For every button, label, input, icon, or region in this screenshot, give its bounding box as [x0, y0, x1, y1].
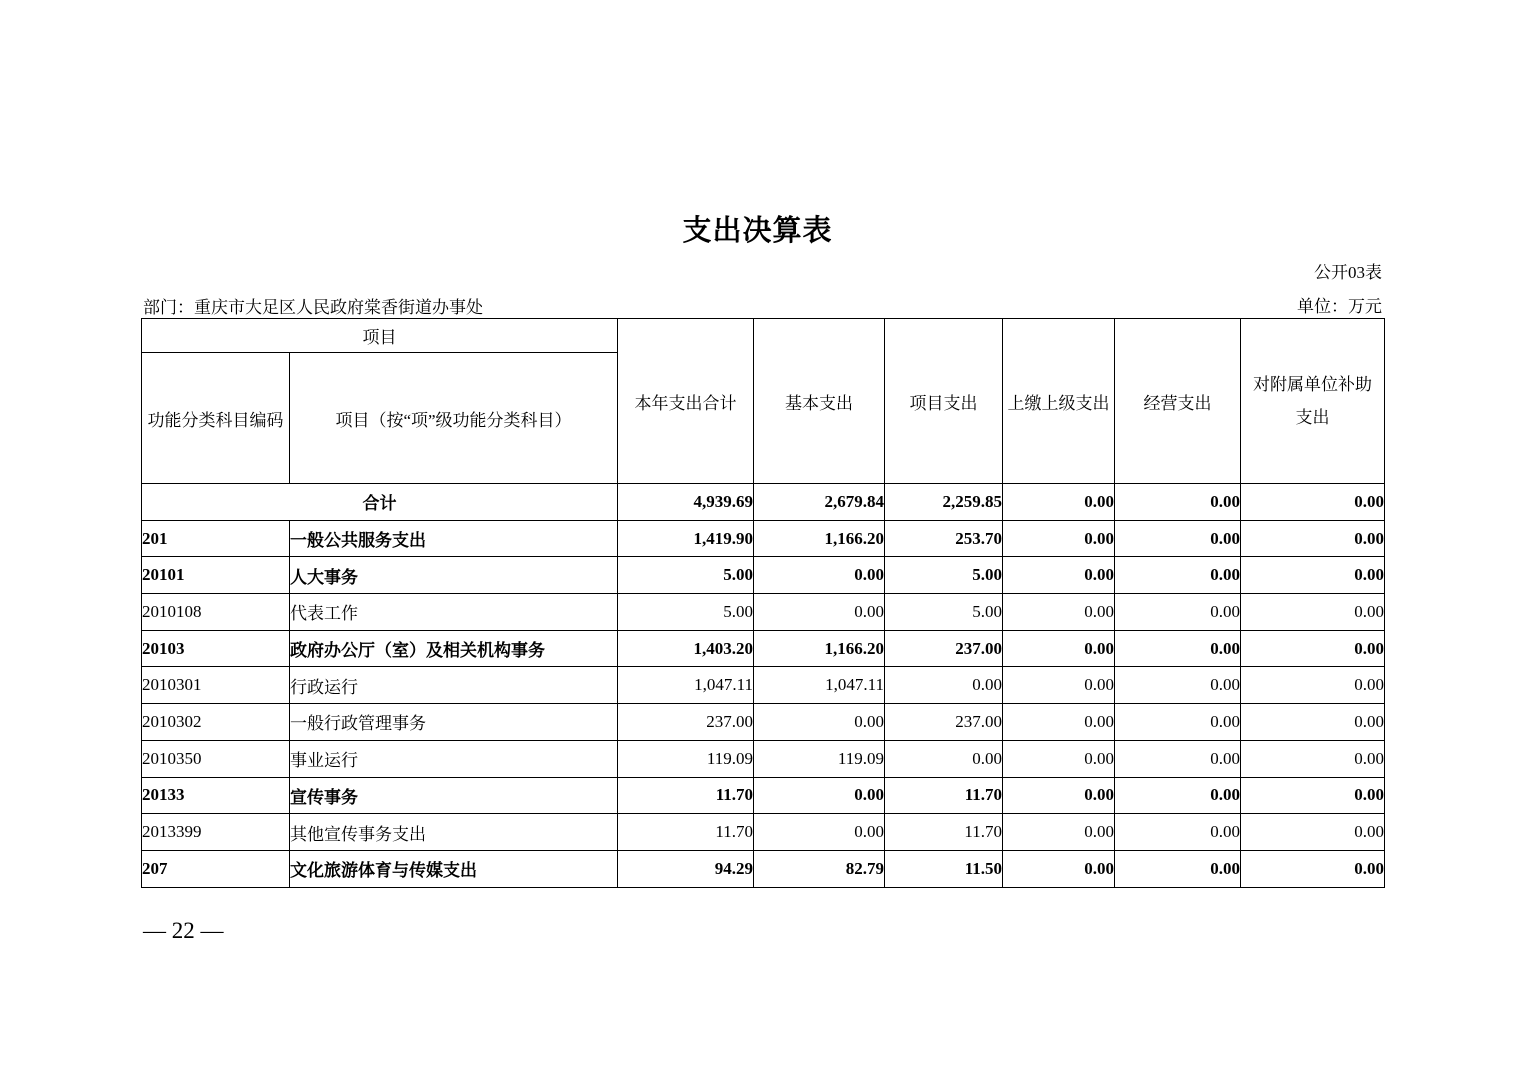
table-row: [142, 520, 1385, 557]
total-cell-upper: 0.00: [1003, 484, 1115, 521]
cell-subsidy: 0.00: [1241, 704, 1385, 741]
cell-basic: 0.00: [754, 557, 885, 594]
cell-upper: 0.00: [1003, 594, 1115, 631]
cell-code: 20133: [142, 777, 290, 814]
cell-upper: 0.00: [1003, 777, 1115, 814]
cell-project: 237.00: [885, 630, 1003, 667]
cell-basic: 0.00: [754, 704, 885, 741]
cell-code: 2010302: [142, 704, 290, 741]
cell-business: 0.00: [1115, 814, 1241, 851]
cell-business: 0.00: [1115, 850, 1241, 887]
cell-project: 5.00: [885, 557, 1003, 594]
cell-business: 0.00: [1115, 704, 1241, 741]
total-label: 合计: [142, 484, 618, 521]
header-subsidy: 对附属单位补助支出: [1241, 319, 1385, 484]
department-label: 部门：重庆市大足区人民政府棠香街道办事处: [143, 298, 483, 317]
cell-subsidy: 0.00: [1241, 594, 1385, 631]
cell-name: 一般行政管理事务: [290, 704, 618, 741]
cell-subsidy: 0.00: [1241, 740, 1385, 777]
unit-label: 单位：万元: [1297, 297, 1382, 316]
header-upper: 上缴上级支出: [1003, 319, 1115, 484]
cell-code: 20101: [142, 557, 290, 594]
cell-subsidy: 0.00: [1241, 814, 1385, 851]
cell-code: 201: [142, 520, 290, 557]
table-row: [142, 667, 1385, 704]
cell-basic: 0.00: [754, 594, 885, 631]
cell-name: 宣传事务: [290, 777, 618, 814]
cell-total: 5.00: [618, 557, 754, 594]
table-row: [142, 704, 1385, 741]
cell-code: 2010301: [142, 667, 290, 704]
page-number: — 22 —: [143, 918, 224, 943]
cell-business: 0.00: [1115, 594, 1241, 631]
cell-upper: 0.00: [1003, 740, 1115, 777]
cell-upper: 0.00: [1003, 850, 1115, 887]
table-row: [142, 850, 1385, 887]
cell-total: 11.70: [618, 814, 754, 851]
cell-name: 政府办公厅（室）及相关机构事务: [290, 630, 618, 667]
cell-basic: 1,047.11: [754, 667, 885, 704]
expenditure-table: [141, 318, 1385, 888]
cell-name: 文化旅游体育与传媒支出: [290, 850, 618, 887]
cell-upper: 0.00: [1003, 520, 1115, 557]
total-cell-business: 0.00: [1115, 484, 1241, 521]
table-row: [142, 557, 1385, 594]
cell-basic: 1,166.20: [754, 520, 885, 557]
cell-total: 94.29: [618, 850, 754, 887]
table-row: [142, 740, 1385, 777]
total-cell-project: 2,259.85: [885, 484, 1003, 521]
cell-subsidy: 0.00: [1241, 850, 1385, 887]
cell-code: 2010108: [142, 594, 290, 631]
header-project-group: 项目: [142, 319, 618, 353]
header-name: 项目（按“项”级功能分类科目）: [290, 353, 618, 484]
cell-code: 20103: [142, 630, 290, 667]
cell-upper: 0.00: [1003, 814, 1115, 851]
table-row: [142, 630, 1385, 667]
header-project: 项目支出: [885, 319, 1003, 484]
cell-subsidy: 0.00: [1241, 520, 1385, 557]
cell-subsidy: 0.00: [1241, 667, 1385, 704]
total-cell-subsidy: 0.00: [1241, 484, 1385, 521]
page-title: 支出决算表: [682, 215, 833, 247]
cell-total: 119.09: [618, 740, 754, 777]
header-code: 功能分类科目编码: [142, 353, 290, 484]
cell-name: 代表工作: [290, 594, 618, 631]
cell-project: 11.50: [885, 850, 1003, 887]
table-row: [142, 777, 1385, 814]
form-number: 公开03表: [1314, 263, 1382, 282]
cell-upper: 0.00: [1003, 630, 1115, 667]
cell-business: 0.00: [1115, 777, 1241, 814]
cell-project: 0.00: [885, 740, 1003, 777]
cell-total: 11.70: [618, 777, 754, 814]
cell-business: 0.00: [1115, 630, 1241, 667]
cell-subsidy: 0.00: [1241, 630, 1385, 667]
cell-project: 11.70: [885, 777, 1003, 814]
table-body: [142, 484, 1385, 888]
table-row: [142, 594, 1385, 631]
cell-basic: 0.00: [754, 814, 885, 851]
cell-name: 行政运行: [290, 667, 618, 704]
header-business: 经营支出: [1115, 319, 1241, 484]
cell-basic: 0.00: [754, 777, 885, 814]
cell-code: 207: [142, 850, 290, 887]
cell-project: 0.00: [885, 667, 1003, 704]
cell-basic: 82.79: [754, 850, 885, 887]
cell-name: 人大事务: [290, 557, 618, 594]
header-total: 本年支出合计: [618, 319, 754, 484]
cell-code: 2013399: [142, 814, 290, 851]
cell-name: 其他宣传事务支出: [290, 814, 618, 851]
cell-business: 0.00: [1115, 557, 1241, 594]
cell-total: 1,419.90: [618, 520, 754, 557]
cell-total: 1,047.11: [618, 667, 754, 704]
cell-name: 事业运行: [290, 740, 618, 777]
table-row: [142, 814, 1385, 851]
cell-business: 0.00: [1115, 667, 1241, 704]
cell-project: 253.70: [885, 520, 1003, 557]
cell-upper: 0.00: [1003, 667, 1115, 704]
cell-business: 0.00: [1115, 520, 1241, 557]
total-cell-basic: 2,679.84: [754, 484, 885, 521]
header-basic: 基本支出: [754, 319, 885, 484]
total-row: [142, 484, 1385, 521]
cell-basic: 119.09: [754, 740, 885, 777]
cell-total: 5.00: [618, 594, 754, 631]
cell-total: 1,403.20: [618, 630, 754, 667]
cell-code: 2010350: [142, 740, 290, 777]
cell-basic: 1,166.20: [754, 630, 885, 667]
cell-business: 0.00: [1115, 740, 1241, 777]
cell-subsidy: 0.00: [1241, 777, 1385, 814]
cell-project: 11.70: [885, 814, 1003, 851]
cell-total: 237.00: [618, 704, 754, 741]
cell-project: 5.00: [885, 594, 1003, 631]
cell-subsidy: 0.00: [1241, 557, 1385, 594]
cell-upper: 0.00: [1003, 704, 1115, 741]
total-cell-total: 4,939.69: [618, 484, 754, 521]
cell-upper: 0.00: [1003, 557, 1115, 594]
cell-name: 一般公共服务支出: [290, 520, 618, 557]
cell-project: 237.00: [885, 704, 1003, 741]
